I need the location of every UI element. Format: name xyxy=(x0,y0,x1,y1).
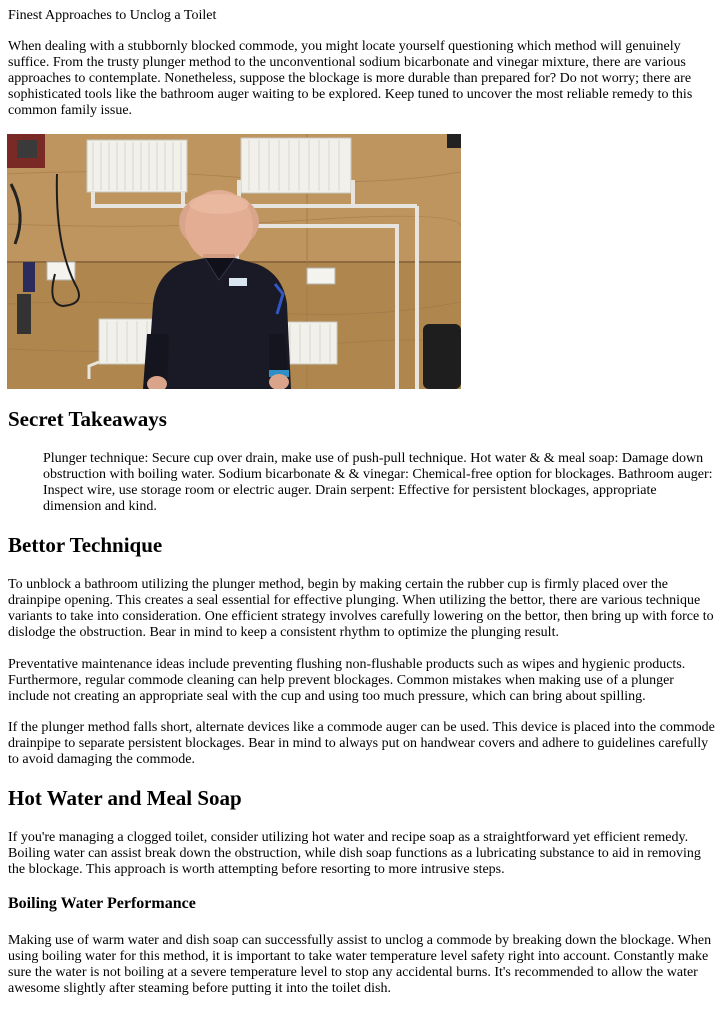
bettor-paragraph-2: Preventative maintenance ideas include preventing flushing non-flushable products such as wipes and hygienic products. Furthermore, regular commode cleaning can help prevent blockages. Common mistakes when making use of a plunger include not creating an appropriate seal with the cup and using too much pressure, which can bring about spilling. xyxy=(8,657,686,704)
boiling-water-subheading: Boiling Water Performance xyxy=(8,895,196,912)
hotwater-paragraph-2: Making use of warm water and dish soap can successfully assist to unclog a commode by breaking down the blockage. When using boiling water for this method, it is important to take water temperature level safety right into account. Constantly make sure the water is not boiling at a severe temperature level to stop any accidental burns. It's recommended to allow the water awesome slightly after steaming before putting it into the toilet dish. xyxy=(8,933,712,996)
bettor-heading: Bettor Technique xyxy=(8,533,163,557)
hero-photo xyxy=(7,134,461,389)
takeaways-text: Plunger technique: Secure cup over drain, make use of push-pull technique. Hot water & & meal soap: Damage down obstruction with boiling water. Sodium bicarbonate & & vinegar: Chemical-free option for blockages. Bathroom auger: Inspect wire, use storage room or electric auger. Drain serpent: Effective for persistent blockages, appropriate dimension and kind. xyxy=(43,451,713,514)
article-title: Finest Approaches to Unclog a Toilet xyxy=(8,8,217,23)
takeaways-heading: Secret Takeaways xyxy=(8,407,167,431)
bettor-paragraph-1: To unblock a bathroom utilizing the plunger method, begin by making certain the rubber cup is firmly placed over the drainpipe opening. This creates a seal essential for effective plunging. When utilizing the bettor, there are various technique variants to take into consideration. One efficient strategy involves carefully lowering on the bettor, then bring up with force to dislodge the obstruction. Bear in mind to keep a consistent rhythm to optimize the plunging result. xyxy=(8,577,714,640)
intro-paragraph: When dealing with a stubbornly blocked commode, you might locate yourself questioning which method will genuinely suffice. From the trusty plunger method to the unconventional sodium bicarbonate and vinegar mixture, there are various approaches to contemplate. Nonetheless, suppose the blockage is more durable than prepared for? Do not worry; there are sophisticated tools like the bathroom auger waiting to be explored. Keep tuned to uncover the most reliable remedy to this common family issue. xyxy=(8,39,693,118)
hotwater-heading: Hot Water and Meal Soap xyxy=(8,786,242,810)
hotwater-paragraph-1: If you're managing a clogged toilet, consider utilizing hot water and recipe soap as a straightforward yet efficient remedy. Boiling water can assist break down the obstruction, while dish soap functions as a lubricating substance to aid in removing the blockage. This approach is worth attempting before resorting to more intrusive steps. xyxy=(8,830,701,877)
bettor-paragraph-3: If the plunger method falls short, alternate devices like a commode auger can be used. This device is placed into the commode drainpipe to separate persistent blockages. Bear in mind to always put on handwear covers and adhere to guidelines carefully to avoid damaging the commode. xyxy=(8,720,715,767)
